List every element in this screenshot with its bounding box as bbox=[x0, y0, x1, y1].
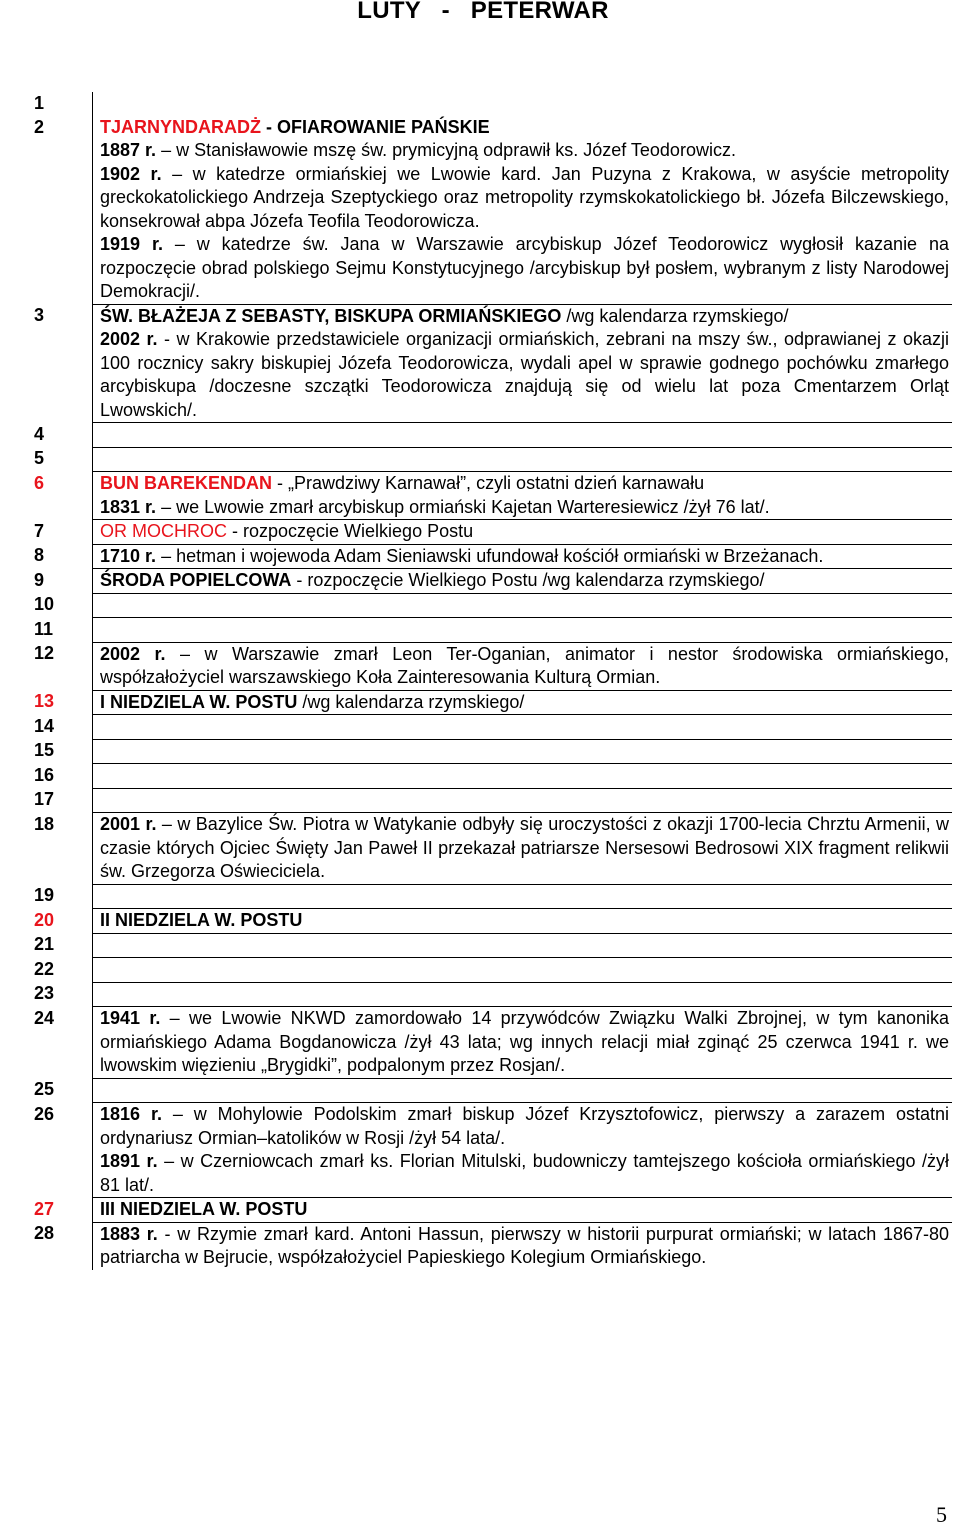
day-number: 12 bbox=[34, 643, 55, 663]
page-number: 5 bbox=[936, 1502, 947, 1527]
entry-paragraph bbox=[100, 569, 949, 593]
day-number: 23 bbox=[34, 983, 55, 1003]
day-number: 4 bbox=[34, 423, 45, 444]
entry-paragraph bbox=[100, 328, 949, 422]
day-row bbox=[24, 618, 952, 643]
day-entry bbox=[93, 520, 953, 545]
day-row bbox=[24, 1198, 952, 1223]
entry-paragraph bbox=[100, 1223, 949, 1270]
entry-paragraph bbox=[100, 116, 949, 140]
calendar-table bbox=[24, 92, 952, 1270]
entry-text: – hetman i wojewoda Adam Sieniawski ufundował kościół ormiański w Brzeżanach. bbox=[156, 545, 824, 566]
entry-text: I NIEDZIELA W. POSTU bbox=[100, 691, 298, 712]
day-entry bbox=[93, 933, 953, 958]
day-row bbox=[24, 569, 952, 594]
day-number: 11 bbox=[34, 618, 54, 639]
entry-text: 1941 r. bbox=[100, 1008, 161, 1028]
day-row bbox=[24, 520, 952, 545]
day-number: 18 bbox=[34, 813, 55, 834]
day-entry bbox=[93, 1222, 953, 1270]
day-number: 7 bbox=[34, 520, 45, 541]
day-number: 25 bbox=[34, 1079, 55, 1099]
entry-text: – we Lwowie zmarł arcybiskup ormiański Kajetan Warteresiewicz /żył 76 lat/. bbox=[156, 496, 770, 517]
entry-paragraph bbox=[100, 520, 949, 544]
day-row bbox=[24, 933, 952, 958]
day-entry bbox=[93, 788, 953, 813]
day-number: 21 bbox=[34, 934, 55, 954]
entry-text: II NIEDZIELA W. POSTU bbox=[100, 910, 303, 930]
entry-paragraph bbox=[100, 691, 949, 715]
entry-text: 1883 r. bbox=[100, 1223, 158, 1244]
day-number: 3 bbox=[34, 305, 45, 325]
day-row bbox=[24, 813, 952, 885]
day-entry bbox=[93, 642, 953, 690]
entry-text: – we Lwowie NKWD zamordowało 14 przywódców Związku Walki Zbrojnej, w tym kanonika ormiańskiego Adama Bogdanowicza /żył 43 lata; wg innych relacji miał zginąć 25 czerwca 1941 r. we lwowskim więzieniu „Brygidki”, podpalonym przez Rosjan/. bbox=[100, 1008, 949, 1075]
day-entry bbox=[93, 92, 953, 116]
entry-text: – w Bazylice Św. Piotra w Watykanie odbyły się uroczystości z okazji 1700-lecia Chrztu Armenii, w czasie których Ojciec Święty Jan Paweł II przekazał patriarsze Nersesowi Bedrosowi XIX fragment relikwii św. Grzegorza Oświeciciela. bbox=[100, 814, 949, 881]
entry-paragraph bbox=[100, 909, 949, 933]
day-row bbox=[24, 764, 952, 789]
day-row bbox=[24, 788, 952, 813]
day-row bbox=[24, 958, 952, 983]
day-row bbox=[24, 739, 952, 764]
day-row bbox=[24, 1078, 952, 1103]
day-number: 16 bbox=[34, 764, 55, 785]
day-entry bbox=[93, 593, 953, 618]
entry-paragraph bbox=[100, 1150, 949, 1197]
day-entry bbox=[93, 447, 953, 472]
entry-text: – w Stanisławowie mszę św. prymicyjną odprawił ks. Józef Teodorowicz. bbox=[156, 140, 736, 160]
day-number: 27 bbox=[34, 1198, 55, 1219]
entry-paragraph bbox=[100, 643, 949, 690]
entry-text: - rozpoczęcie Wielkiego Postu /wg kalendarza rzymskiego/ bbox=[291, 570, 765, 590]
entry-text: – w katedrze ormiańskiej we Lwowie kard. Jan Puzyna z Krakowa, w asyście metropolity greckokatolickiego Andrzeja Szeptyckiego oraz metropolity rzymskokatolickiego bł. Józefa Bilczewskiego, konsekrował abpa Józefa Teofila Teodorowicza. bbox=[100, 163, 949, 231]
day-entry bbox=[93, 423, 953, 448]
entry-text: ŚRODA POPIELCOWA bbox=[100, 570, 292, 590]
day-number: 19 bbox=[34, 885, 55, 905]
day-row bbox=[24, 544, 952, 569]
entry-text: BUN BAREKENDAN bbox=[100, 473, 273, 493]
day-entry bbox=[93, 304, 953, 423]
entry-paragraph bbox=[100, 305, 949, 329]
day-row bbox=[24, 642, 952, 690]
day-entry bbox=[93, 690, 953, 715]
entry-text: OR MOCHROC bbox=[100, 521, 227, 541]
entry-text: 1887 r. bbox=[100, 140, 157, 160]
day-row bbox=[24, 690, 952, 715]
day-entry bbox=[93, 715, 953, 740]
day-number: 14 bbox=[34, 715, 55, 736]
entry-text: 1891 r. bbox=[100, 1151, 158, 1171]
entry-text: /wg kalendarza rzymskiego/ bbox=[561, 305, 789, 326]
day-entry bbox=[93, 884, 953, 909]
day-entry bbox=[93, 739, 953, 764]
day-number: 2 bbox=[34, 116, 45, 137]
entry-paragraph bbox=[100, 139, 949, 163]
entry-text: - w Rzymie zmarł kard. Antoni Hassun, pierwszy w historii purpurat ormiański; w latach 1867-80 patriarcha w Bejrucie, współzałożyciel Papieskiego Kolegium Ormiańskiego. bbox=[100, 1223, 950, 1267]
day-row bbox=[24, 1007, 952, 1079]
day-row bbox=[24, 982, 952, 1007]
day-entry bbox=[93, 982, 953, 1007]
entry-text: – w katedrze św. Jana w Warszawie arcybiskup Józef Teodorowicz wygłosił kazanie na rozpoczęcie obrad polskiego Sejmu Konstytucyjnego /arcybiskup był posłem, wybranym z listy Narodowej Demokracji/. bbox=[100, 234, 949, 301]
day-row bbox=[24, 92, 952, 116]
day-number: 15 bbox=[34, 740, 55, 760]
day-number: 20 bbox=[34, 909, 55, 930]
entry-text: 2001 r. bbox=[100, 814, 157, 834]
day-entry bbox=[93, 1007, 953, 1079]
day-entry bbox=[93, 472, 953, 520]
entry-paragraph bbox=[100, 472, 949, 496]
entry-text: – w Warszawie zmarł Leon Ter-Oganian, animator i nestor środowiska ormiańskiego, współzałożyciel warszawskiego Koła Zainteresowania Kulturą Ormian. bbox=[100, 643, 949, 687]
day-row bbox=[24, 1103, 952, 1198]
entry-text: - OFIAROWANIE PAŃSKIE bbox=[261, 116, 490, 137]
day-number: 28 bbox=[34, 1223, 55, 1243]
entry-text: 1710 r. bbox=[100, 545, 157, 566]
day-entry bbox=[93, 116, 953, 305]
entry-paragraph bbox=[100, 1198, 949, 1222]
day-number: 6 bbox=[34, 472, 45, 493]
entry-text: – w Mohylowie Podolskim zmarł biskup Józef Krzysztofowicz, pierwszy a zarazem ostatni ordynariusz Ormian–katolików w Rosji /żył 54 lata/. bbox=[100, 1104, 949, 1148]
day-number: 17 bbox=[34, 789, 55, 809]
day-entry bbox=[93, 764, 953, 789]
entry-paragraph bbox=[100, 1007, 949, 1078]
page-title: LUTY - PETERWAR bbox=[357, 0, 609, 24]
day-entry bbox=[93, 544, 953, 569]
calendar-body bbox=[24, 92, 952, 1270]
entry-text: TJARNYNDARADŻ bbox=[100, 116, 261, 137]
day-number: 26 bbox=[34, 1103, 55, 1124]
entry-text: – w Czerniowcach zmarł ks. Florian Mitulski, budowniczy tamtejszego kościoła ormiańskiego /żył 81 lat/. bbox=[100, 1151, 949, 1195]
entry-text: - rozpoczęcie Wielkiego Postu bbox=[227, 521, 474, 541]
entry-paragraph bbox=[100, 163, 949, 234]
day-row bbox=[24, 1222, 952, 1270]
day-row bbox=[24, 909, 952, 934]
entry-text: III NIEDZIELA W. POSTU bbox=[100, 1199, 308, 1219]
day-entry bbox=[93, 909, 953, 934]
entry-text: ŚW. BŁAŻEJA Z SEBASTY, BISKUPA ORMIAŃSKIEGO bbox=[100, 305, 562, 326]
day-number: 24 bbox=[34, 1007, 55, 1028]
day-entry bbox=[93, 618, 953, 643]
entry-paragraph bbox=[100, 813, 949, 884]
day-number: 9 bbox=[34, 569, 45, 590]
entry-text: - „Prawdziwy Karnawał”, czyli ostatni dzień karnawału bbox=[272, 473, 705, 493]
entry-text: 1831 r. bbox=[100, 496, 157, 517]
day-entry bbox=[93, 813, 953, 885]
entry-paragraph bbox=[100, 1103, 949, 1150]
day-entry bbox=[93, 1078, 953, 1103]
day-entry bbox=[93, 1198, 953, 1223]
entry-paragraph bbox=[100, 545, 949, 569]
day-number: 22 bbox=[34, 958, 55, 979]
day-entry bbox=[93, 569, 953, 594]
day-row bbox=[24, 116, 952, 305]
day-row bbox=[24, 884, 952, 909]
entry-paragraph bbox=[100, 496, 949, 520]
entry-paragraph bbox=[100, 233, 949, 304]
day-row bbox=[24, 304, 952, 423]
day-number: 1 bbox=[34, 93, 45, 113]
entry-text: 2002 r. bbox=[100, 329, 158, 349]
day-row bbox=[24, 715, 952, 740]
entry-text: /wg kalendarza rzymskiego/ bbox=[297, 691, 525, 712]
day-entry bbox=[93, 958, 953, 983]
entry-text: 1816 r. bbox=[100, 1104, 162, 1124]
day-number: 8 bbox=[34, 545, 45, 565]
day-row bbox=[24, 423, 952, 448]
entry-text: 1919 r. bbox=[100, 234, 163, 254]
day-row bbox=[24, 447, 952, 472]
day-row bbox=[24, 593, 952, 618]
entry-text: 2002 r. bbox=[100, 643, 166, 664]
day-number: 13 bbox=[34, 691, 55, 711]
entry-text: - w Krakowie przedstawiciele organizacji ormiańskich, zebrani na mszy św., odprawianej z okazji 100 rocznicy sakry biskupiej Józefa Teodorowicza, wydali apel w sprawie godnego pochówku zmarłego arcybiskupa /doczesne szczątki Teodorowicza znajdują się od wielu lat poza Cmentarzem Orląt Lwowskich/. bbox=[100, 329, 949, 420]
day-number: 5 bbox=[34, 448, 45, 468]
day-number: 10 bbox=[34, 594, 55, 614]
entry-text: 1902 r. bbox=[100, 163, 162, 184]
day-entry bbox=[93, 1103, 953, 1198]
day-row bbox=[24, 472, 952, 520]
